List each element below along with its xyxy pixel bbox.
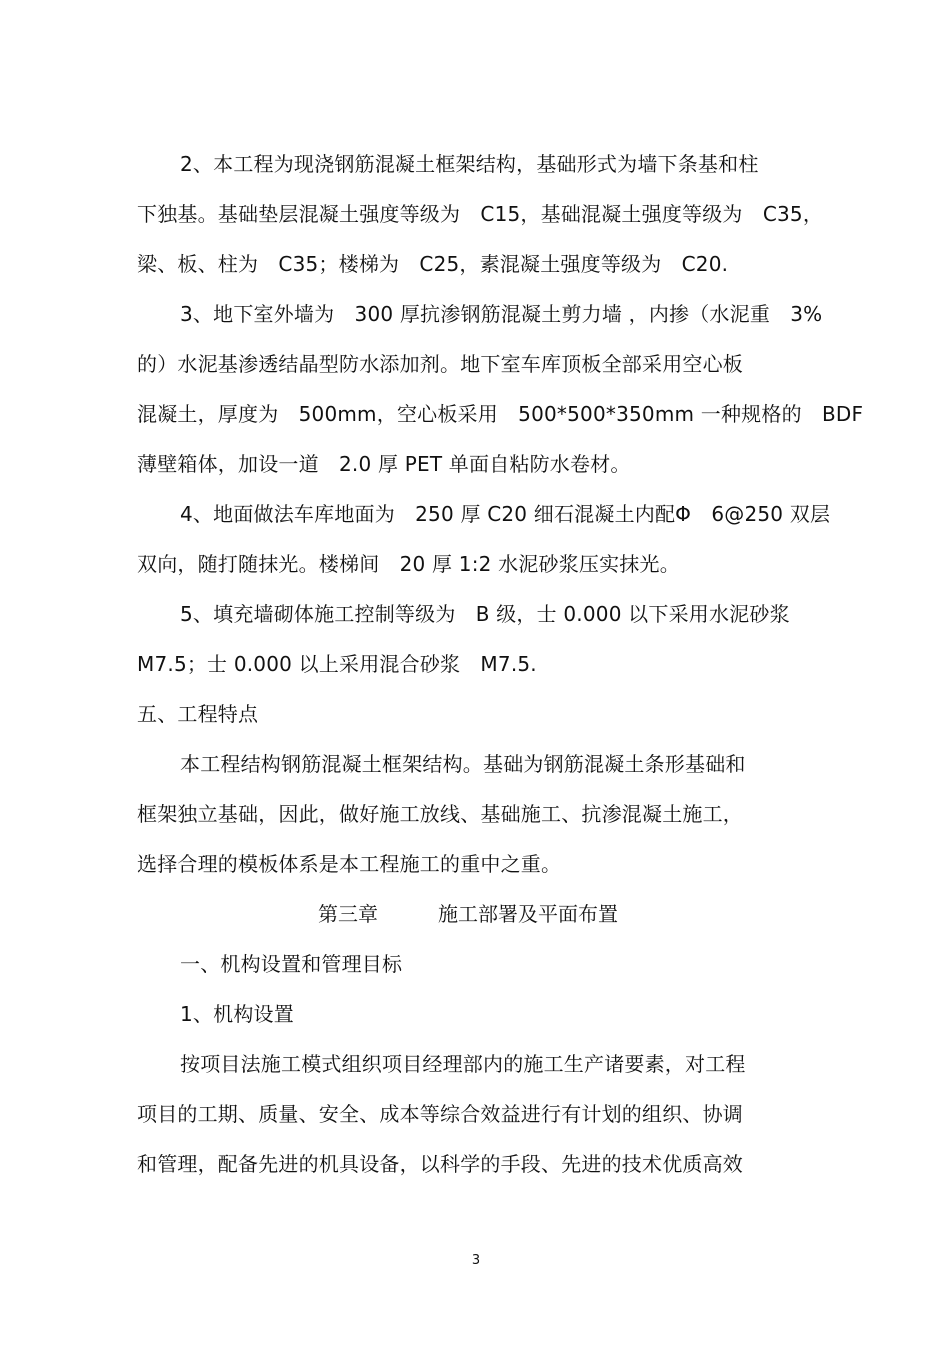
- paragraph-line: 框架独立基础，因此，做好施工放线、基础施工、抗渗混凝土施工，: [137, 802, 743, 826]
- paragraph-line: 混凝土，厚度为 500mm，空心板采用 500*500*350mm 一种规格的 BDF: [137, 402, 864, 426]
- paragraph-line: 5、填充墙砌体施工控制等级为 B 级，士 0.000 以下采用水泥砂浆: [180, 602, 790, 626]
- section-heading: 一、机构设置和管理目标: [180, 952, 403, 976]
- paragraph-line: 薄壁箱体，加设一道 2.0 厚 PET 单面自粘防水卷材。: [137, 452, 631, 476]
- paragraph-line: 本工程结构钢筋混凝土框架结构。基础为钢筋混凝土条形基础和: [180, 752, 746, 776]
- page-number: 3: [471, 1253, 481, 1268]
- subsection-heading: 1、机构设置: [180, 1002, 294, 1026]
- paragraph-line: 项目的工期、质量、安全、成本等综合效益进行有计划的组织、协调: [137, 1102, 743, 1126]
- paragraph-line: 下独基。基础垫层混凝土强度等级为 C15，基础混凝土强度等级为 C35，: [137, 202, 824, 226]
- paragraph-line: 按项目法施工模式组织项目经理部内的施工生产诸要素，对工程: [180, 1052, 746, 1076]
- paragraph-line: M7.5；士 0.000 以上采用混合砂浆 M7.5.: [137, 652, 537, 676]
- section-heading: 五、工程特点: [137, 702, 259, 726]
- paragraph-line: 选择合理的模板体系是本工程施工的重中之重。: [137, 852, 562, 876]
- paragraph-line: 和管理，配备先进的机具设备，以科学的手段、先进的技术优质高效: [137, 1152, 743, 1176]
- paragraph-line: 4、地面做法车库地面为 250 厚 C20 细石混凝土内配Φ 6@250 双层: [180, 502, 831, 526]
- paragraph-line: 梁、板、柱为 C35；楼梯为 C25，素混凝土强度等级为 C20.: [137, 252, 729, 276]
- paragraph-line: 3、地下室外墙为 300 厚抗渗钢筋混凝土剪力墙 ，内掺（水泥重 3%: [180, 302, 823, 326]
- paragraph-line: 双向，随打随抹光。楼梯间 20 厚 1:2 水泥砂浆压实抹光。: [137, 552, 680, 576]
- paragraph-line: 2、本工程为现浇钢筋混凝土框架结构，基础形式为墙下条基和柱: [180, 152, 759, 176]
- paragraph-line: 的）水泥基渗透结晶型防水添加剂。地下室车库顶板全部采用空心板: [137, 352, 743, 376]
- chapter-heading: 第三章 施工部署及平面布置: [318, 902, 618, 926]
